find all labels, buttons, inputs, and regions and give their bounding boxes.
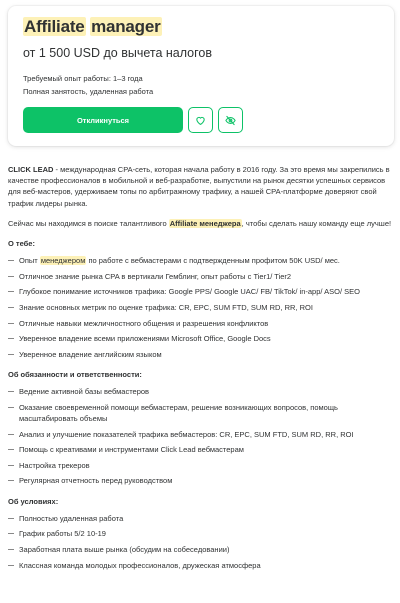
salary: от 1 500 USD до вычета налогов [23, 46, 213, 60]
keyword-highlight: менеджером [40, 256, 86, 266]
intro-paragraph [8, 164, 392, 209]
list-item: Оказание своевременной помощи вебмастерам, решение возникающих вопросов, помощь масштабировать объемы [8, 402, 392, 424]
vacancy-actions [23, 107, 243, 133]
list-item: Отличное знание рынка CPA в вертикали Гемблинг, опыт работы с Tier1/ Tier2 [8, 271, 392, 282]
employment-text: Полная занятость, удаленная работа [23, 87, 154, 96]
search-text-before: Сейчас мы находимся в поиске талантливого [8, 218, 169, 228]
favorite-button[interactable] [188, 107, 213, 133]
vacancy-meta [23, 72, 379, 98]
respond-button[interactable]: Откликнуться [23, 107, 183, 133]
vacancy-title [23, 16, 379, 38]
hide-vacancy-button[interactable] [218, 107, 243, 133]
list-item: Полностью удаленная работа [8, 513, 392, 524]
title-highlight-role: manager [91, 17, 161, 36]
title-highlight-prefix: Affiliate [24, 17, 85, 36]
experience-text: Требуемый опыт работы: 1–3 года [23, 74, 143, 83]
section-title-duties: Об обязанности и ответственности: [8, 369, 142, 379]
section-title-conditions: Об условиях: [8, 496, 59, 506]
list-item: Опыт менеджером по работе с вебмастерами с подтвержденным профитом 50K USD/ мес. [8, 255, 392, 266]
list-item: График работы 5/2 10-19 [8, 528, 392, 539]
intro-text: - международная CPA-сеть, которая начала работу в 2016 году. За это время мы закрепились в качестве профессионалов в мобильной и веб-разработке, выпустили на рынок десятки успешных сервисов для веб-мастеров, удерживаем топы по арбитражному трафику, а нашей CPA-платформе доверяют свой трафик лидеры рынка. [8, 165, 390, 208]
heart-icon [195, 115, 206, 126]
list-conditions [8, 513, 392, 571]
list-item: Анализ и улучшение показателей трафика вебмастеров: CR, EPC, SUM FTD, SUM RD, RR, ROI [8, 429, 392, 440]
search-highlight: Affiliate менеджера [169, 218, 241, 228]
search-paragraph [8, 218, 392, 229]
list-item: Ведение активной базы вебмастеров [8, 386, 392, 397]
list-item: Знание основных метрик по оценке трафика: CR, EPC, SUM FTD, SUM RD, RR, ROI [8, 302, 392, 313]
list-duties [8, 386, 392, 486]
list-item: Классная команда молодых профессионалов, дружеская атмосфера [8, 560, 392, 571]
eye-off-icon [225, 115, 236, 126]
list-item: Регулярная отчетность перед руководством [8, 475, 392, 486]
search-text-after: , чтобы сделать нашу команду еще лучше! [241, 218, 392, 228]
list-item: Уверенное владение английским языком [8, 349, 392, 360]
list-item: Заработная плата выше рынка (обсудим на собеседовании) [8, 544, 392, 555]
section-title-about: О тебе: [8, 239, 35, 249]
vacancy-description [8, 164, 392, 580]
list-about [8, 255, 392, 360]
list-item: Отличные навыки межличностного общения и разрешения конфликтов [8, 318, 392, 329]
list-item: Уверенное владение всеми приложениями Microsoft Office, Google Docs [8, 333, 392, 344]
company-name: CLICK LEAD [8, 165, 54, 174]
list-item: Настройка трекеров [8, 460, 392, 471]
vacancy-card [8, 6, 394, 146]
list-item: Помощь с креативами и инструментами Click Lead вебмастерам [8, 444, 392, 455]
list-item: Глубокое понимание источников трафика: Google PPS/ Google UAC/ FB/ TikTok/ in-app/ ASO/ SEO [8, 286, 392, 297]
